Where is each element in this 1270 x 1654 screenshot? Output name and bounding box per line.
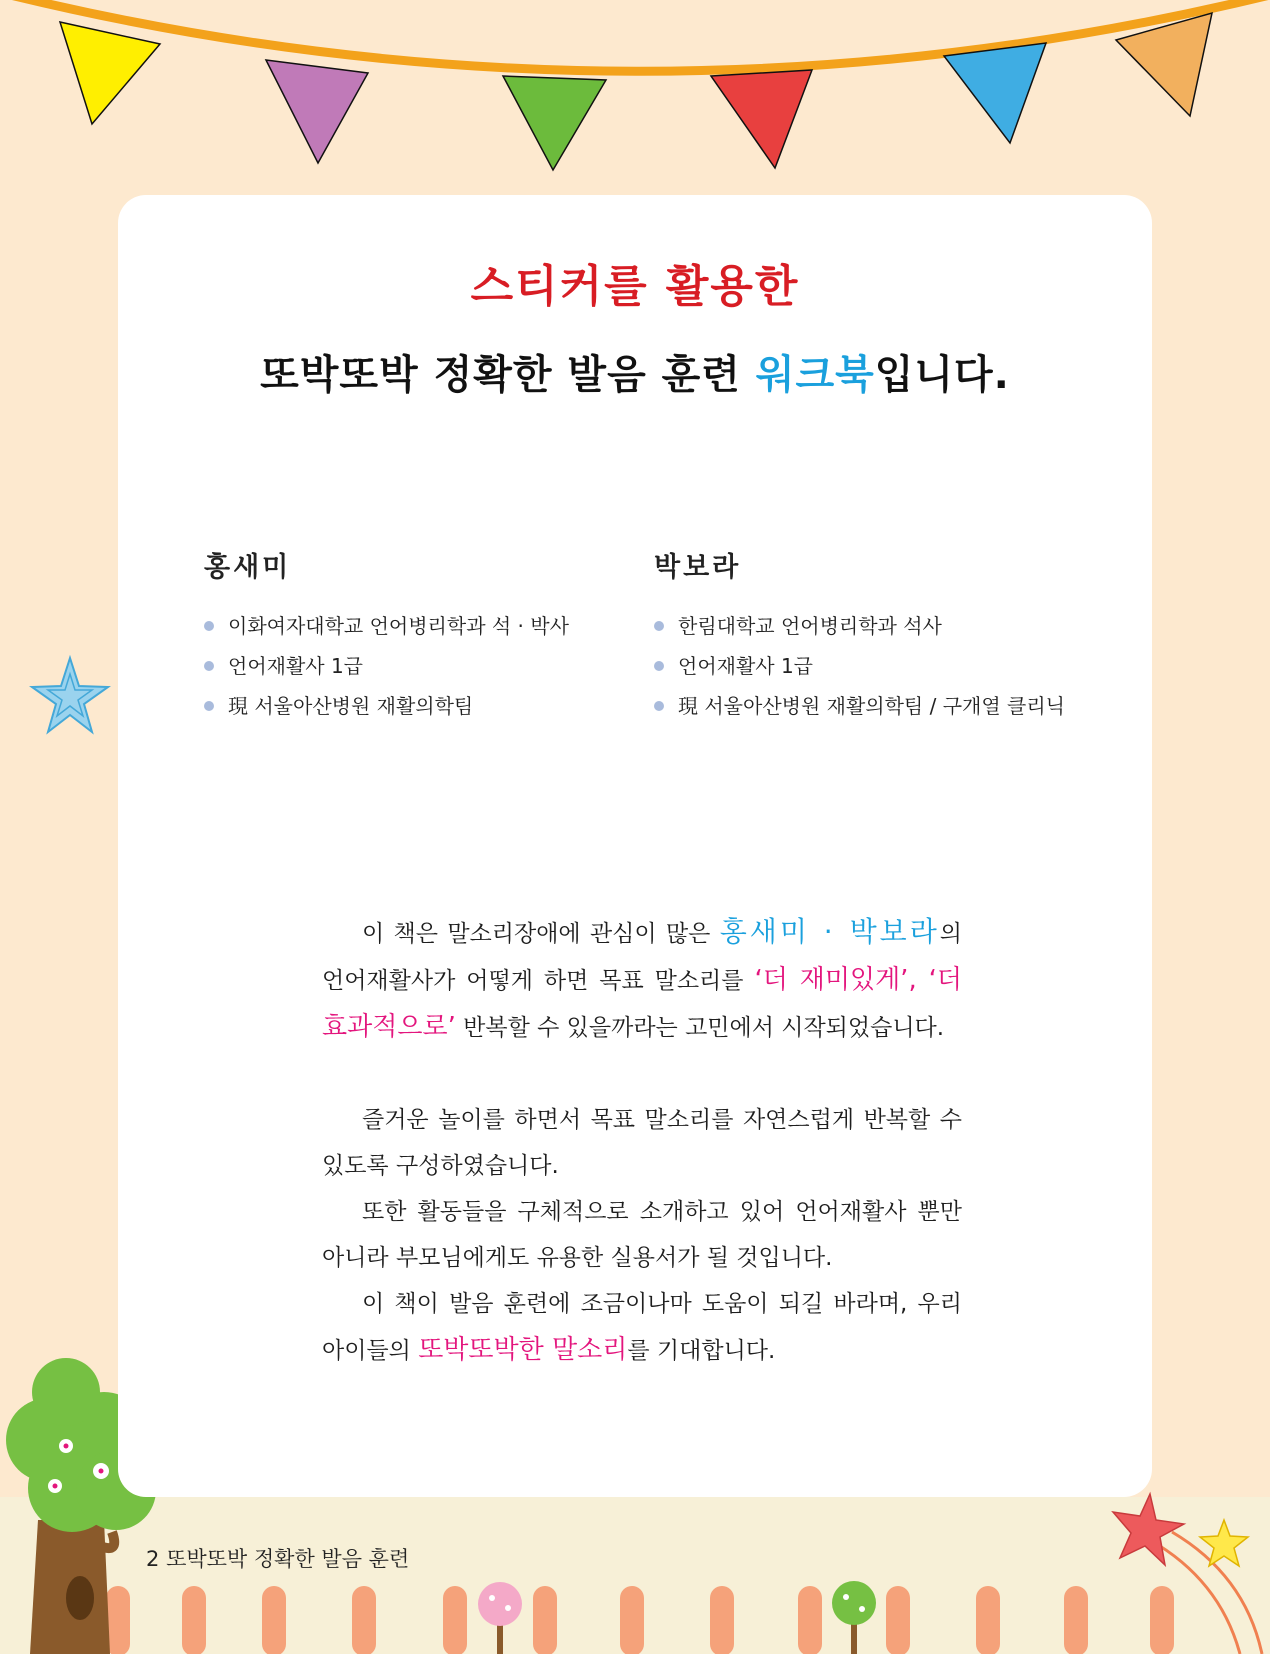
bullet-dot-icon: [654, 701, 664, 711]
intro-paragraph-1: [322, 909, 962, 1051]
title-line-2: [118, 343, 1152, 400]
page-footer: [146, 1543, 409, 1573]
flag-purple: [266, 60, 368, 163]
credential-item: [654, 686, 1065, 726]
paragraph-gap: [322, 1051, 962, 1097]
intro-paragraph-4: [322, 1281, 962, 1374]
author-name: 박보라: [654, 552, 742, 583]
bullet-dot-icon: [204, 701, 214, 711]
intro-author-names: 홍새미 · 박보라: [719, 915, 940, 948]
content-card: [118, 195, 1152, 1497]
intro-text: 를 기대합니다.: [627, 1338, 776, 1364]
title-line-1: 스티커를 활용한: [470, 261, 800, 312]
credential-item: [654, 606, 1065, 646]
intro-text: 이 책이 발음 훈련에 조금이나마 도움이 되길 바라며, 우리 아이들의: [322, 1291, 962, 1364]
credential-text: 한림대학교 언어병리학과 석사: [678, 614, 942, 638]
credential-item: [204, 686, 569, 726]
credential-text: 언어재활사 1급: [228, 654, 364, 678]
bullet-dot-icon: [654, 621, 664, 631]
title-line-2-text: 또박또박 정확한 발음 훈련: [260, 352, 756, 398]
credential-text: 언어재활사 1급: [678, 654, 814, 678]
intro-paragraph-2: 즐거운 놀이를 하면서 목표 말소리를 자연스럽게 반복할 수 있도록 구성하였습니다.: [322, 1107, 962, 1179]
intro-text: 반복할 수 있을까라는 고민에서 시작되었습니다.: [455, 1015, 945, 1041]
author-block-park: [654, 545, 1065, 726]
introduction: [322, 909, 962, 1374]
credential-text: 現 서울아산병원 재활의학팀: [228, 694, 474, 718]
intro-paragraph-3: 또한 활동들을 구체적으로 소개하고 있어 언어재활사 뿐만 아니라 부모님에게도 유용한 실용서가 될 것입니다.: [322, 1199, 962, 1271]
credential-item: [654, 646, 1065, 686]
title-highlight-workbook: 워크북: [755, 352, 875, 398]
bunting-garland: [0, 0, 1270, 190]
bullet-dot-icon: [204, 621, 214, 631]
credential-item: [204, 606, 569, 646]
flag-red: [711, 70, 812, 168]
author-credentials: [204, 606, 569, 726]
intro-emphasis: 또박또박한 말소리: [418, 1335, 628, 1365]
intro-emphasis: ‘더 재미있게’, ‘더 효과적으로’: [322, 965, 962, 1042]
intro-text: 이 책은 말소리장애에 관심이 많은: [362, 921, 720, 947]
flag-green: [503, 76, 606, 170]
page-number: 2: [146, 1547, 160, 1571]
intro-text: 의 언어재활사가 어떻게 하면 목표 말소리를: [322, 921, 962, 994]
bullet-dot-icon: [204, 661, 214, 671]
garland-string: [0, 0, 1270, 71]
author-credentials: [654, 606, 1065, 726]
flag-blue: [944, 43, 1046, 143]
author-name: 홍새미: [204, 552, 292, 583]
running-title: 또박또박 정확한 발음 훈련: [166, 1547, 410, 1571]
bullet-dot-icon: [654, 661, 664, 671]
flag-yellow: [60, 22, 160, 124]
credential-item: [204, 646, 569, 686]
footer-strip: [0, 1497, 1270, 1654]
author-block-hong: [204, 545, 569, 726]
blue-star-icon: [32, 658, 108, 732]
credential-text: 現 서울아산병원 재활의학팀 / 구개열 클리닉: [678, 694, 1065, 718]
credential-text: 이화여자대학교 언어병리학과 석 · 박사: [228, 614, 569, 638]
title-line-2-suffix: 입니다.: [874, 352, 1010, 398]
